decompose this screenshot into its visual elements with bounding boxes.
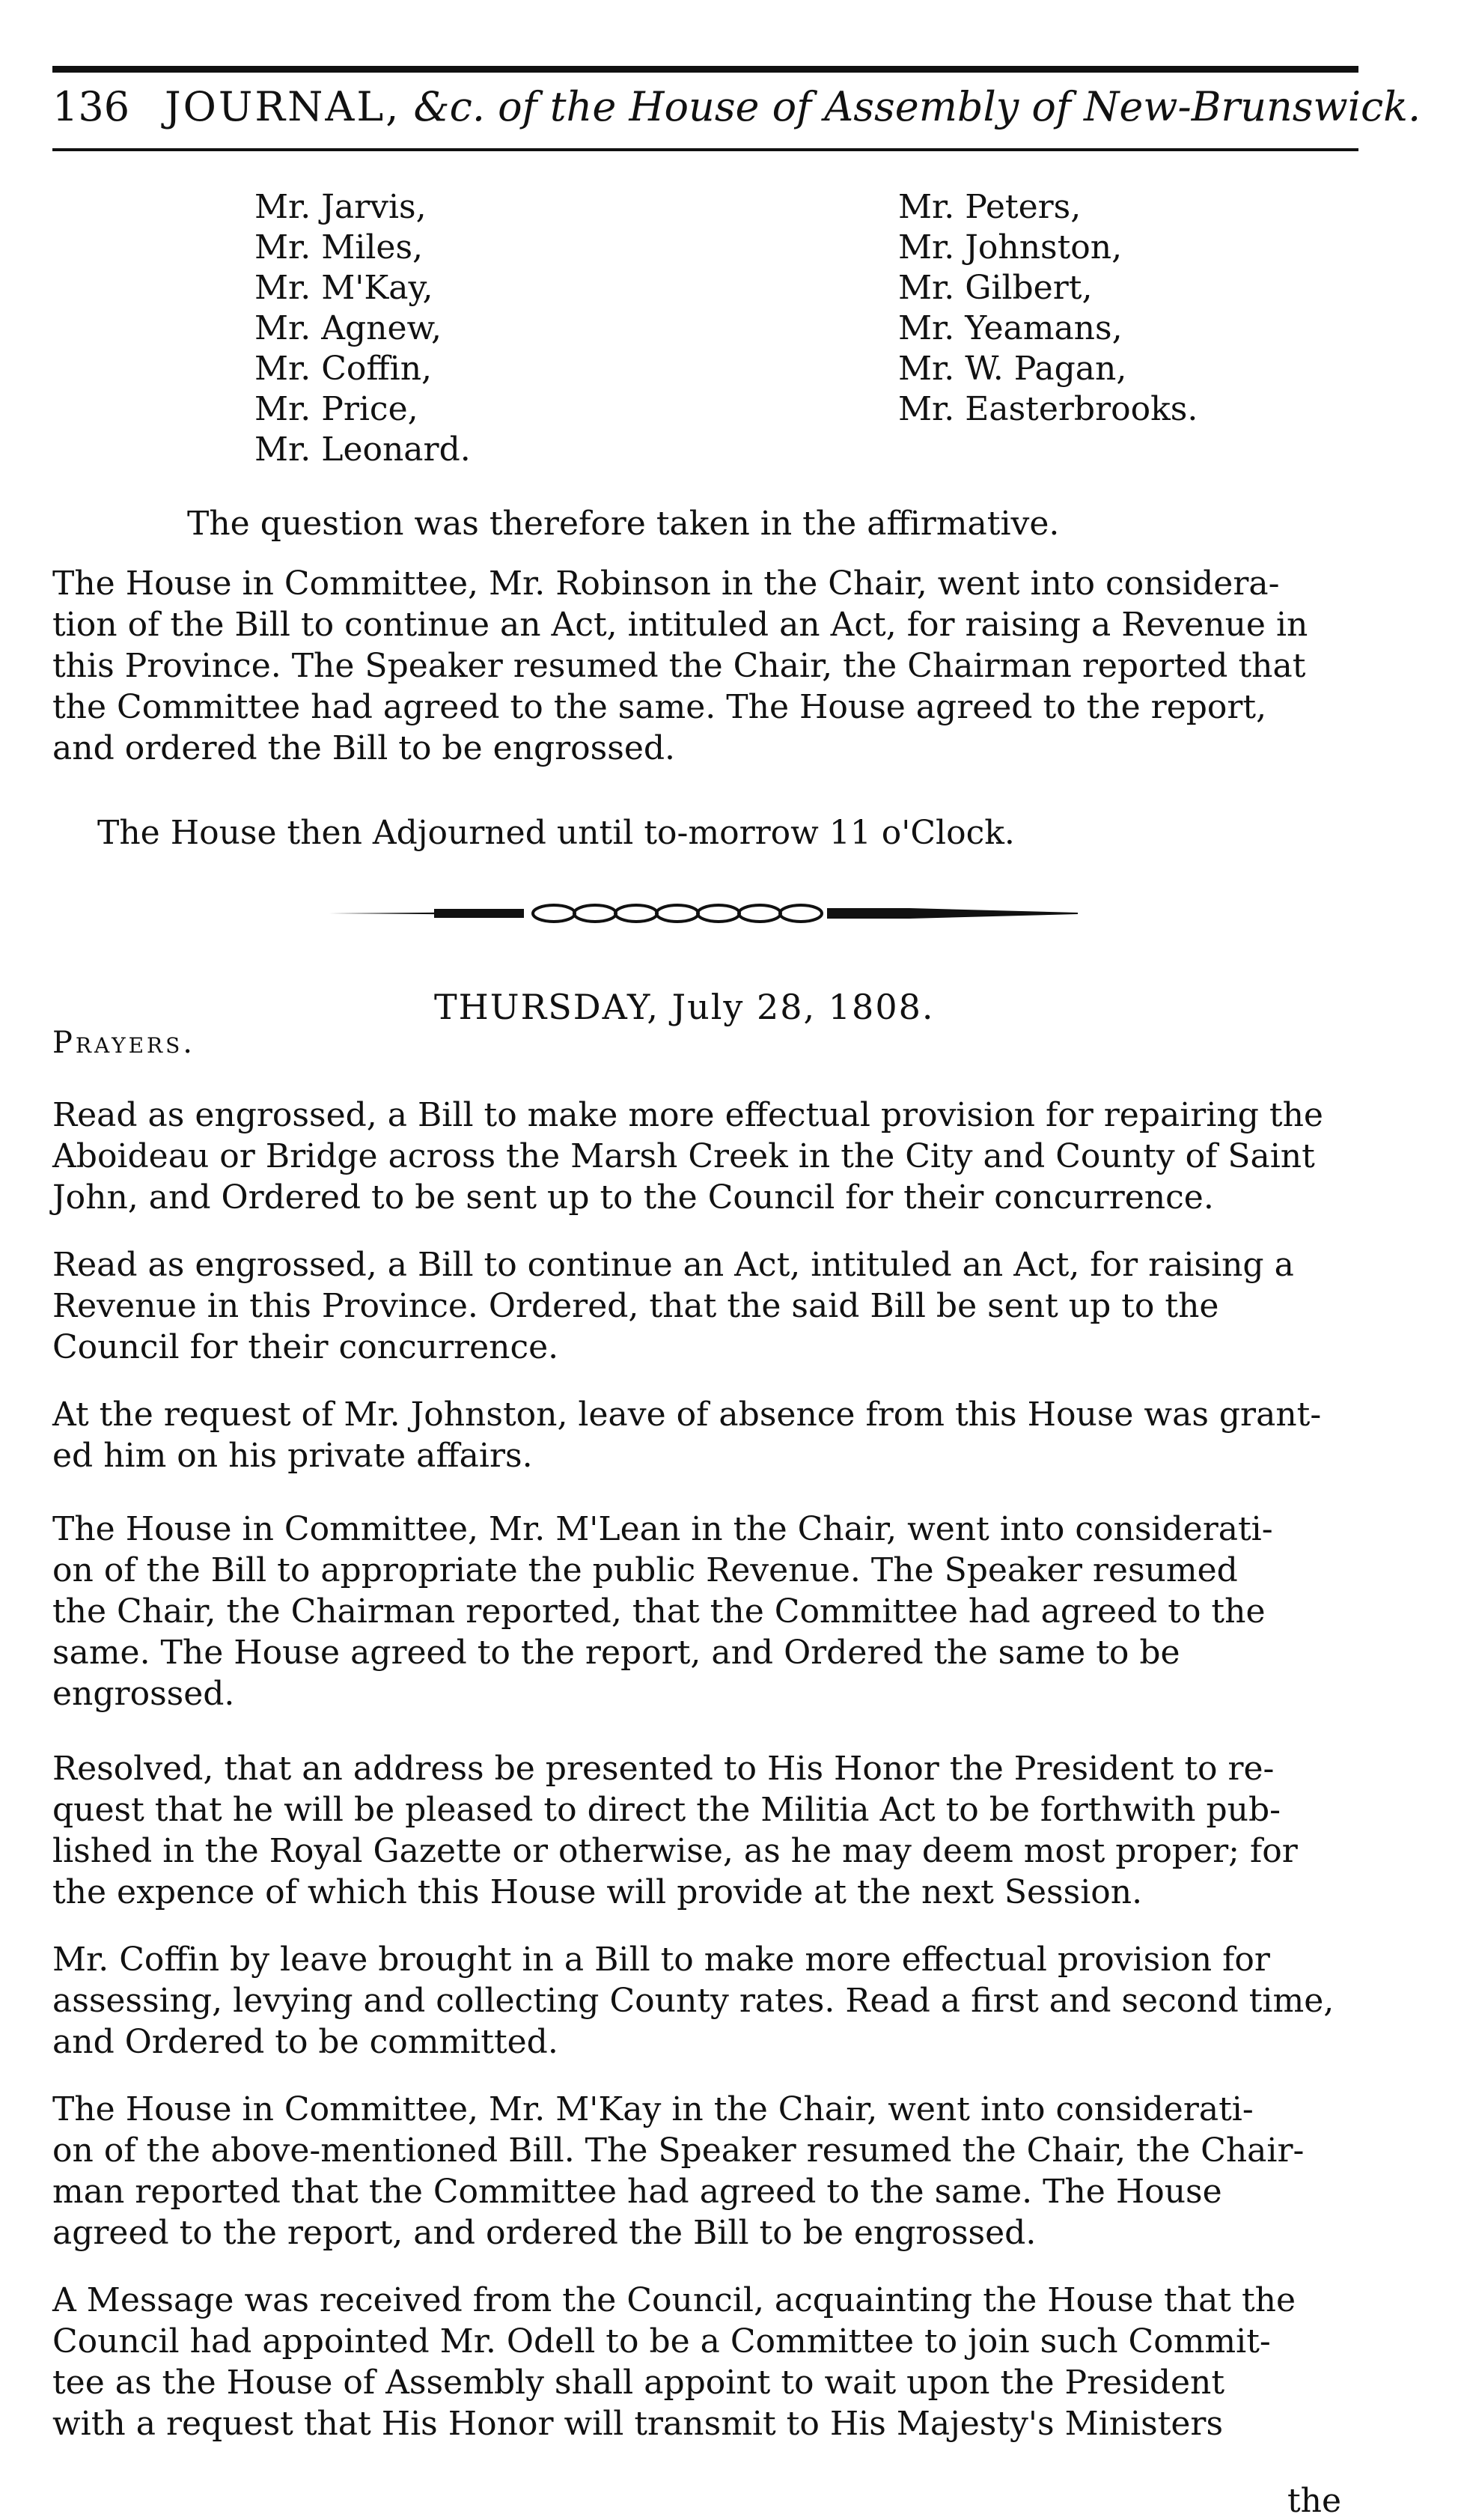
day-heading: THURSDAY, July 28, 1808. [434, 987, 935, 1027]
text-line: on of the above-mentioned Bill. The Speaker resumed the Chair, the Chair- [52, 2131, 1305, 2170]
name-item: Mr. Yeamans, [898, 309, 1123, 347]
text-line: Read as engrossed, a Bill to continue an Act, intituled an Act, for raising a [52, 1246, 1294, 1284]
paragraph [52, 1509, 1358, 1714]
name-item: Mr. Coffin, [254, 350, 433, 388]
text-line: engrossed. [52, 1675, 235, 1713]
prayers-label: Prayers. [52, 1026, 195, 1060]
text-line: Aboideau or Bridge across the Marsh Creek in the City and County of Saint [52, 1137, 1315, 1175]
name-item: Mr. Peters, [898, 188, 1082, 226]
paragraph [52, 1394, 1358, 1476]
text-line: The House in Committee, Mr. M'Kay in the Chair, went into considerati- [52, 2090, 1254, 2128]
text-line: tion of the Bill to continue an Act, intituled an Act, for raising a Revenue in [52, 606, 1308, 644]
header-bottom-rule [52, 148, 1358, 151]
text-line: the Committee had agreed to the same. The House agreed to the report, [52, 688, 1267, 726]
text-line: Resolved, that an address be presented to His Honor the President to re- [52, 1750, 1275, 1788]
text-line: Read as engrossed, a Bill to make more effectual provision for repairing the [52, 1096, 1323, 1134]
text-line: At the request of Mr. Johnston, leave of absence from this House was grant- [52, 1396, 1322, 1434]
header-title-main: JOURNAL, [165, 83, 401, 130]
header-title-rest: &c. of the House of Assembly of New-Brunswick. [413, 83, 1421, 130]
vote-names-list [254, 187, 1302, 502]
name-item: Mr. Johnston, [898, 228, 1123, 267]
text-line: and ordered the Bill to be engrossed. [52, 729, 676, 767]
text-line: A Message was received from the Council, acquainting the House that the [52, 2281, 1296, 2319]
name-item: Mr. W. Pagan, [898, 350, 1127, 388]
committee-paragraph [52, 563, 1358, 769]
name-item: Mr. Leonard. [254, 430, 471, 469]
running-header [52, 81, 1421, 133]
name-item: Mr. M'Kay, [254, 269, 433, 307]
text-line: lished in the Royal Gazette or otherwise, as he may deem most proper; for [52, 1832, 1298, 1870]
names-left-column [254, 187, 471, 470]
paragraph [52, 1095, 1358, 1218]
text-line: ed him on his private affairs. [52, 1437, 533, 1475]
name-item: Mr. Price, [254, 390, 418, 428]
text-line: same. The House agreed to the report, and Ordered the same to be [52, 1634, 1180, 1672]
name-item: Mr. Miles, [254, 228, 424, 267]
text-line: the expence of which this House will provide at the next Session. [52, 1873, 1143, 1911]
name-item: Mr. Gilbert, [898, 269, 1093, 307]
text-line: The House in Committee, Mr. M'Lean in the Chair, went into considerati- [52, 1510, 1273, 1548]
paragraph [52, 2280, 1358, 2444]
question-line: The question was therefore taken in the affirmative. [187, 505, 1060, 543]
text-line: quest that he will be pleased to direct the Militia Act to be forthwith pub- [52, 1791, 1281, 1829]
paragraph [52, 1939, 1358, 2063]
paragraph [52, 2089, 1358, 2253]
text-line: Council for their concurrence. [52, 1328, 559, 1366]
text-line: and Ordered to be committed. [52, 2023, 558, 2061]
text-line: man reported that the Committee had agreed to the same. The House [52, 2173, 1222, 2211]
text-line: the Chair, the Chairman reported, that the Committee had agreed to the [52, 1592, 1266, 1631]
text-line: this Province. The Speaker resumed the Chair, the Chairman reported that [52, 647, 1306, 685]
text-line: Revenue in this Province. Ordered, that the said Bill be sent up to the [52, 1287, 1219, 1325]
paragraph [52, 1748, 1358, 1913]
text-line: Mr. Coffin by leave brought in a Bill to make more effectual provision for [52, 1941, 1270, 1979]
name-item: Mr. Easterbrooks. [898, 390, 1198, 428]
header-top-rule [52, 66, 1358, 73]
text-line: assessing, levying and collecting County rates. Read a first and second time, [52, 1982, 1335, 2020]
names-right-column [898, 187, 1198, 430]
text-line: with a request that His Honor will transmit to His Majesty's Ministers [52, 2405, 1224, 2443]
text-line: The House in Committee, Mr. Robinson in the Chair, went into considera- [52, 564, 1280, 603]
text-line: John, and Ordered to be sent up to the Council for their concurrence. [52, 1178, 1214, 1217]
adjourn-line: The House then Adjourned until to-morrow 11 o'Clock. [97, 814, 1015, 852]
text-line: Council had appointed Mr. Odell to be a Committee to join such Commit- [52, 2322, 1271, 2361]
name-item: Mr. Agnew, [254, 309, 442, 347]
catchword: the [1287, 2482, 1342, 2520]
ornament-divider-icon [329, 898, 1078, 928]
text-line: on of the Bill to appropriate the public Revenue. The Speaker resumed [52, 1551, 1238, 1589]
page-number: 136 [52, 83, 130, 130]
name-item: Mr. Jarvis, [254, 188, 427, 226]
text-line: agreed to the report, and ordered the Bill to be engrossed. [52, 2214, 1037, 2252]
paragraph [52, 1244, 1358, 1368]
text-line: tee as the House of Assembly shall appoint to wait upon the President [52, 2364, 1225, 2402]
